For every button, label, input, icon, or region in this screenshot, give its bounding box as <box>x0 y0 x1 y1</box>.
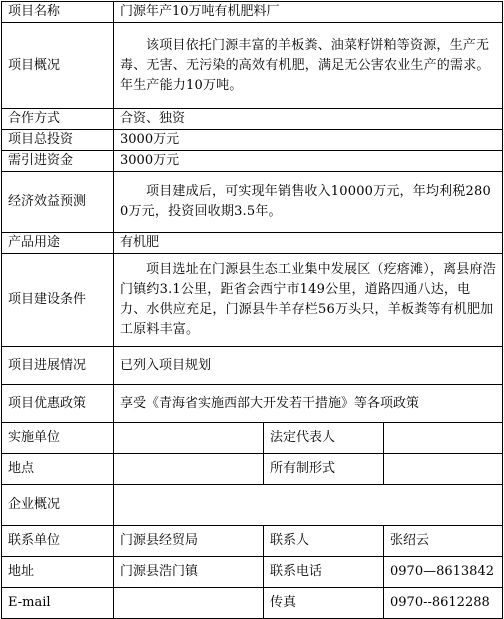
row-address <box>2 557 503 588</box>
cooperation-value: 合资、独资 <box>114 109 503 130</box>
fax-value: 0970--8612288 <box>384 588 503 619</box>
implementing-unit-label: 实施单位 <box>2 423 114 454</box>
progress-label: 项目进展情况 <box>2 347 114 385</box>
ownership-value <box>384 454 503 485</box>
email-label: E-mail <box>2 588 114 619</box>
legal-rep-value <box>384 423 503 454</box>
funds-needed-value: 3000万元 <box>114 151 503 172</box>
row-cooperation <box>2 109 503 130</box>
row-overview <box>2 23 503 109</box>
legal-rep-label: 法定代表人 <box>264 423 384 454</box>
row-funds-needed <box>2 151 503 172</box>
construction-conditions-label: 项目建设条件 <box>2 254 114 347</box>
contact-person-label: 联系人 <box>264 526 384 557</box>
economic-benefit-label: 经济效益预测 <box>2 172 114 233</box>
row-progress <box>2 347 503 385</box>
row-implementing-unit <box>2 423 503 454</box>
row-construction-conditions <box>2 254 503 347</box>
project-name-value: 门源年产10万吨有机肥料厂 <box>114 2 503 23</box>
total-investment-label: 项目总投资 <box>2 130 114 151</box>
company-overview-value <box>114 485 503 526</box>
progress-value: 已列入项目规划 <box>114 347 503 385</box>
contact-person-value: 张绍云 <box>384 526 503 557</box>
overview-label: 项目概况 <box>2 23 114 109</box>
overview-value: 该项目依托门源丰富的羊板粪、油菜籽饼粕等资源，生产无毒、无害、无污染的高效有机肥，满足无公害农业生产的需求。年生产能力10万吨。 <box>114 23 503 109</box>
location-value <box>114 454 264 485</box>
preferential-policy-label: 项目优惠政策 <box>2 385 114 423</box>
row-email <box>2 588 503 619</box>
fax-label: 传真 <box>264 588 384 619</box>
construction-conditions-value: 项目选址在门源县生态工业集中发展区（疙瘩滩），离县府浩门镇约3.1公里，距省会西宁市149公里，道路四通八达，电力、水供应充足，门源县牛羊存栏56万头只，羊板粪等有机肥加工原料丰富。 <box>114 254 503 347</box>
row-location <box>2 454 503 485</box>
phone-label: 联系电话 <box>264 557 384 588</box>
cooperation-label: 合作方式 <box>2 109 114 130</box>
row-economic-benefit <box>2 172 503 233</box>
total-investment-value: 3000万元 <box>114 130 503 151</box>
row-contact-unit <box>2 526 503 557</box>
product-use-value: 有机肥 <box>114 233 503 254</box>
project-info-table <box>1 1 503 619</box>
row-preferential-policy <box>2 385 503 423</box>
location-label: 地点 <box>2 454 114 485</box>
ownership-label: 所有制形式 <box>264 454 384 485</box>
company-overview-label: 企业概况 <box>2 485 114 526</box>
contact-unit-label: 联系单位 <box>2 526 114 557</box>
preferential-policy-value: 享受《青海省实施西部大开发若干措施》等各项政策 <box>114 385 503 423</box>
row-company-overview <box>2 485 503 526</box>
row-total-investment <box>2 130 503 151</box>
address-label: 地址 <box>2 557 114 588</box>
row-product-use <box>2 233 503 254</box>
phone-value: 0970—8613842 <box>384 557 503 588</box>
contact-unit-value: 门源县经贸局 <box>114 526 264 557</box>
economic-benefit-value: 项目建成后，可实现年销售收入10000万元，年均利税2800万元，投资回收期3.5年。 <box>114 172 503 233</box>
product-use-label: 产品用途 <box>2 233 114 254</box>
funds-needed-label: 需引进资金 <box>2 151 114 172</box>
address-value: 门源县浩门镇 <box>114 557 264 588</box>
implementing-unit-value <box>114 423 264 454</box>
email-value <box>114 588 264 619</box>
project-name-label: 项目名称 <box>2 2 114 23</box>
row-project-name <box>2 2 503 23</box>
